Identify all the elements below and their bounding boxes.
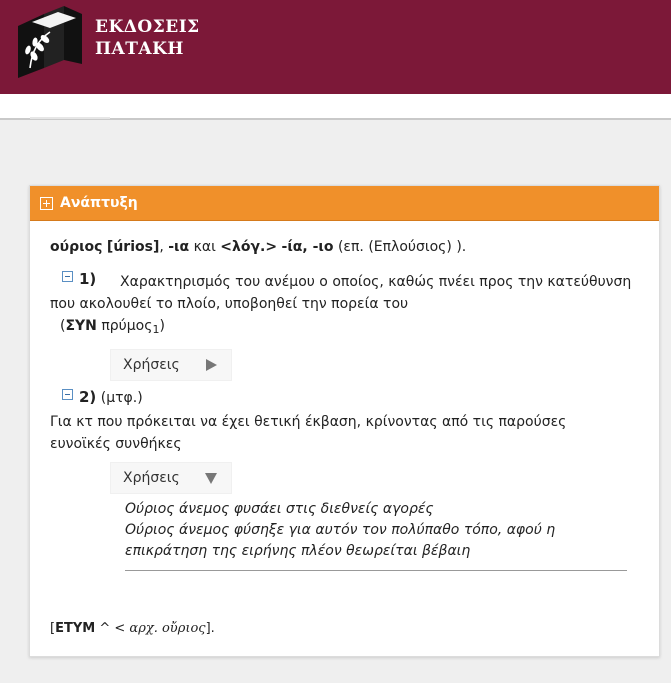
nav-strip-underline (30, 117, 110, 119)
sense-tag: (μτφ.) (100, 390, 143, 406)
site-header (0, 0, 671, 94)
usage-examples (125, 499, 627, 571)
dropdown-arrow-icon (205, 473, 217, 484)
nav-strip (0, 94, 671, 120)
panel-header[interactable] (30, 186, 659, 221)
uses-label: Χρήσεις (123, 470, 180, 486)
etym-end: ]. (205, 621, 215, 636)
uses-toggle-2[interactable] (110, 462, 232, 494)
definition-text: Για κτ που πρόκειται να έχει θετική έκβαση, κρίνοντας από τις παρούσες ευνοϊκές συνθήκες (50, 414, 567, 452)
syn-label: ΣΥΝ (65, 318, 97, 334)
synonym-ref: (Επλούσιος) (368, 239, 452, 255)
sense-1-definition (50, 271, 635, 315)
sense-number: 2) (79, 388, 97, 406)
pronunciation: [úrios] (106, 239, 160, 255)
lemma: ούριος (50, 239, 103, 255)
sense-2-header (62, 388, 143, 406)
example-2: Ούριος άνεμος φύσηξε για αυτόν τον πολύπαθο τόπο, αφού η επικράτηση της ειρήνης πλέον θεωρείται βέβαιη (125, 522, 556, 559)
sense-2-definition (50, 411, 620, 455)
expand-icon[interactable] (40, 197, 53, 210)
conjunction: και (193, 239, 216, 255)
uses-label: Χρήσεις (123, 357, 180, 373)
publisher-name[interactable] (95, 16, 200, 60)
play-arrow-icon (206, 359, 217, 371)
inflection-2: -ία, -ιο (281, 239, 334, 255)
syn-subscript: 1 (152, 323, 160, 336)
panel-title: Ανάπτυξη (60, 195, 138, 211)
inflection-1: -ια (168, 239, 190, 255)
collapse-icon[interactable] (62, 389, 73, 400)
part-of-speech: (επ. (337, 239, 364, 255)
etym-lt: < (114, 621, 126, 636)
etym-caret: ^ (99, 621, 111, 636)
register-label: <λόγ.> (220, 239, 278, 255)
brand-line-1: ΕΚΔΟΣΕΙΣ (95, 17, 200, 37)
publisher-logo[interactable] (14, 6, 84, 78)
etymology: [ΕΤΥΜ ^ < αρχ. οὔριος]. (50, 621, 215, 636)
syn-word: πρύμος (101, 318, 153, 334)
headword-line (50, 239, 466, 255)
sense-number: 1) (79, 270, 97, 288)
brand-line-2: ΠΑΤΑΚΗ (95, 39, 184, 59)
sense-1-synonym: (ΣΥΝ πρύμος$_1$) (60, 318, 165, 336)
etym-label: ΕΤΥΜ (55, 621, 96, 636)
definition-text: Χαρακτηρισμός του ανέμου ο οποίος, καθώς πνέει προς την κατεύθυνση που ακολουθεί το πλοίο, υποβοηθεί την πορεία του (50, 274, 632, 312)
example-1: Ούριος άνεμος φυσάει στις διεθνείς αγορές (125, 501, 434, 517)
separator: , (159, 239, 164, 255)
entry-panel (29, 185, 660, 657)
uses-toggle-1[interactable] (110, 349, 232, 381)
etym-source: αρχ. οὔριος (129, 621, 206, 636)
headword-end: ). (456, 239, 467, 255)
